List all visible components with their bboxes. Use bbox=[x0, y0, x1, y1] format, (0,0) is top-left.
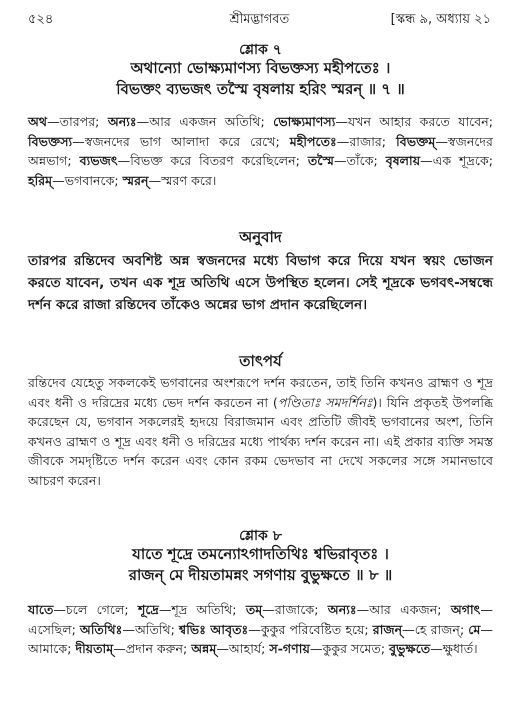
synonym-meaning: রাজাকে; bbox=[274, 602, 328, 617]
synonym-word: রাজন্ bbox=[372, 621, 403, 637]
verse-8-text bbox=[28, 544, 493, 586]
synonym-word: তস্মৈ bbox=[307, 153, 334, 168]
synonym-meaning: ভগবানকে; bbox=[64, 172, 123, 188]
synonym-word: অন্যঃ bbox=[327, 602, 357, 617]
chapter-reference: [স্কন্ধ ৯, অধ্যায় ২১ bbox=[390, 12, 491, 27]
synonym-word: হরিম্ bbox=[28, 172, 53, 188]
synonym-word: বুভুক্ষতে bbox=[389, 641, 431, 656]
synonym-word: যাতে bbox=[28, 602, 54, 617]
synonym-meaning: কুকুর সমেত; bbox=[322, 641, 390, 656]
synonym-word: শূদ্রে bbox=[137, 602, 159, 617]
synonym-meaning: বিভক্ত করে বিতরণ করেছিলেন; bbox=[130, 153, 308, 168]
synonym-meaning: আর একজন অতিথি; bbox=[149, 114, 274, 129]
synonym-word: দীয়তাম্ bbox=[75, 641, 114, 656]
synonym-meaning: আহার্য; bbox=[228, 641, 270, 656]
verse-8-label: শ্লোক ৮ bbox=[239, 528, 282, 544]
synonym-meaning: আমাকে; bbox=[28, 641, 76, 656]
verse-8-synonyms: যাতে—চলে গেলে; শূদ্রে—শূদ্র অতিথি; তম্—রাজাকে; অন্যঃ—আর একজন; অগাৎ—এসেছিল; অতিথিঃ—অতিথি; শ্বভিঃ আবৃতঃ—কুকুর পরিবেষ্টিত হয়ে; রাজন্—হে রাজন্; মে—আমাকে; দীয়তাম্—প্রদান করুন; অন্নম্—আহার্য; স-গণায়—কুকুর সমেত; বুভুক্ষতে—ক্ষুধার্ত। bbox=[28, 602, 493, 656]
synonym-word: অন্যঃ bbox=[107, 114, 137, 129]
synonym-meaning: অতিথি; bbox=[134, 621, 180, 637]
synonym-meaning: তারপর; bbox=[59, 114, 108, 129]
synonym-meaning: কুকুর পরিবেষ্টিত হয়ে; bbox=[260, 621, 373, 637]
page-number: ৫২৪ bbox=[28, 12, 54, 27]
translation-title: অনুবাদ bbox=[239, 228, 282, 246]
synonym-meaning: ক্ষুধার্ত। bbox=[442, 641, 478, 656]
purport-part-2: )। যিনি প্রকৃতই উপলব্ধি করেছেন যে, ভগবান সকলেরই হৃদয়ে বিরাজমান এবং প্রতিটি জীবই ভগবানের অংশ, তিনি কখনও ব্রাহ্মণ ও শূদ্র এবং ধনী ও দরিদ্রের মধ্যে পার্থক্য দর্শন করেন না। এই প্রকার ব্যক্তি সমস্ত জীবকে সমদৃষ্টিতে দর্শন করেন এবং কোন রকম ভেদভাব না দেখে সকলের সঙ্গে সমানভাবে আচরণ করেন। bbox=[28, 394, 493, 488]
synonym-word: অন্নম্ bbox=[191, 641, 217, 656]
purport-quote: পণ্ডিতাঃ সমদর্শিনঃ bbox=[277, 394, 373, 410]
synonym-meaning: তাঁকে; bbox=[346, 153, 386, 168]
synonym-meaning: প্রদান করুন; bbox=[125, 641, 192, 656]
synonym-meaning: হে রাজন্; bbox=[414, 621, 469, 637]
synonym-meaning: স্বজনদের ভাগ আলাদা করে রেখে; bbox=[84, 133, 290, 149]
synonym-word: মহীপতেঃ bbox=[289, 133, 337, 149]
synonym-word: অথ bbox=[28, 114, 48, 129]
translation-text: তারপর রন্তিদেব অবশিষ্ট অন্ন স্বজনদের মধ্যে বিভাগ করে দিয়ে যখন স্বয়ং ভোজন করতে যাবেন, তখন এক শূদ্র অতিথি এসে উপস্থিত হলেন। সেই শূদ্রকে ভগবৎ-সম্বন্ধে দর্শন করে রাজা রন্তিদেব তাঁকেও অন্নের ভাগ প্রদান করেছিলেন। bbox=[28, 253, 493, 313]
synonym-word: স-গণায় bbox=[269, 641, 310, 656]
verse-7-label: শ্লোক ৭ bbox=[239, 42, 282, 58]
synonym-meaning: রাজার; bbox=[349, 133, 397, 149]
book-title: শ্রীমদ্ভাগবত bbox=[229, 12, 290, 27]
synonym-meaning: চলে গেলে; bbox=[66, 602, 138, 617]
synonym-word: বিভক্তস্য bbox=[28, 133, 73, 149]
synonym-word: মে bbox=[468, 621, 481, 637]
verse-7-line-1: অথান্যো ভোক্ষ্যমাণস্য বিভক্তস্য মহীপতেঃ । bbox=[130, 59, 391, 77]
synonym-word: বৃষলায় bbox=[385, 153, 421, 168]
synonym-meaning: যখন আহার করতে যাবেন; bbox=[347, 114, 493, 129]
synonym-word: শ্বভিঃ আবৃতঃ bbox=[179, 621, 249, 637]
verse-7-synonyms: অথ—তারপর; অন্যঃ—আর একজন অতিথি; ভোক্ষ্যমাণস্য—যখন আহার করতে যাবেন; বিভক্তস্য—স্বজনদের ভাগ আলাদা করে রেখে; মহীপতেঃ—রাজার; বিভক্তম্—স্বজনদের অন্নভাগ; ব্যভজৎ—বিভক্ত করে বিতরণ করেছিলেন; তস্মৈ—তাঁকে; বৃষলায়—এক শূদ্রকে; হরিম্—ভগবানকে; স্মরন্—স্মরণ করে। bbox=[28, 114, 493, 188]
verse-7-line-2: বিভক্তং ব্যভজৎ তস্মৈ বৃষলায় হরিং স্মরন্ ॥ ৭ ॥ bbox=[116, 80, 405, 98]
verse-7-text bbox=[28, 58, 493, 100]
synonym-meaning: আর একজন; bbox=[369, 602, 451, 617]
synonym-meaning: শূদ্র অতিথি; bbox=[171, 602, 246, 617]
synonym-word: বিভক্তম্ bbox=[396, 133, 436, 149]
verse-8-line-1: যাতে শূদ্রে তমন্যোঽগাদতিথিঃ শ্বভিরাবৃতঃ । bbox=[132, 545, 389, 563]
synonym-word: ব্যভজৎ bbox=[79, 153, 118, 168]
synonym-word: অতিথিঃ bbox=[79, 621, 123, 637]
synonym-meaning: এসেছিল; bbox=[28, 621, 80, 637]
synonym-meaning: স্মরণ করে। bbox=[161, 172, 217, 188]
synonym-word: ভোক্ষ্যমাণস্য bbox=[273, 114, 336, 129]
synonym-word: তম্ bbox=[245, 602, 263, 617]
purport-text bbox=[28, 373, 493, 490]
synonym-word: অগাৎ bbox=[450, 602, 481, 617]
synonym-word: স্মরন্ bbox=[122, 172, 149, 188]
verse-8-line-2: রাজন্ মে দীয়তামন্নং সগণায় বুভুক্ষতে ॥ ৮ ॥ bbox=[128, 566, 393, 584]
purport-title: তাৎপর্য bbox=[239, 352, 282, 370]
purport-part-1: রন্তিদেব যেহেতু সকলকেই ভগবানের অংশরূপে দর্শন করতেন, তাই তিনি কখনও ব্রাহ্মণ ও শূদ্র এবং ধনী ও দরিদ্রের মধ্যে ভেদ দর্শন করতেন না ( bbox=[28, 375, 493, 410]
page-header bbox=[28, 8, 491, 30]
synonym-meaning: এক শূদ্রকে; bbox=[432, 153, 493, 168]
synonym-meaning: স্বজনদের অন্নভাগ; bbox=[28, 133, 493, 168]
